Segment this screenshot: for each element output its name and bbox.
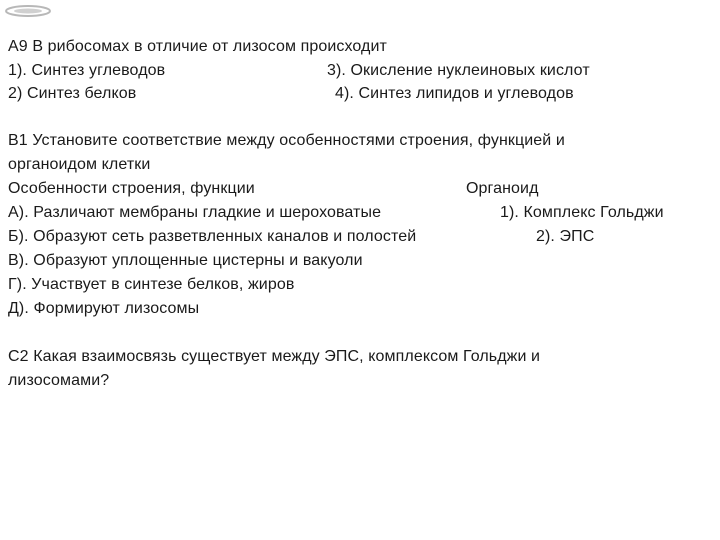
b1-feature-a: А). Различают мембраны гладкие и шероховатые: [8, 204, 382, 221]
b1-feature-b: Б). Образуют сеть разветвленных каналов и полостей: [8, 228, 417, 245]
b1-feature-g: Г). Участвует в синтезе белков, жиров: [8, 276, 295, 293]
b1-organoid-1: 1). Комплекс Гольджи: [500, 204, 664, 221]
a9-option-4: 4). Синтез липидов и углеводов: [335, 85, 574, 102]
a9-option-2: 2) Синтез белков: [8, 85, 137, 102]
a9-option-1: 1). Синтез углеводов: [8, 62, 166, 79]
b1-col-features-header: Особенности строения, функции: [8, 180, 255, 197]
b1-feature-v: В). Образуют уплощенные цистерны и вакуоли: [8, 252, 363, 269]
a9-question: А9 В рибосомах в отличие от лизосом происходит: [8, 38, 387, 55]
b1-question-line-2: органоидом клетки: [8, 156, 151, 173]
b1-organoid-2: 2). ЭПС: [536, 228, 595, 245]
a9-option-3: 3). Окисление нуклеиновых кислот: [327, 62, 590, 79]
c2-question-line-1: С2 Какая взаимосвязь существует между ЭПС, комплексом Гольджи и: [8, 348, 541, 365]
corner-decoration: [4, 2, 52, 18]
b1-col-organoid-header: Органоид: [466, 180, 539, 197]
b1-feature-d: Д). Формируют лизосомы: [8, 300, 200, 317]
b1-question-line-1: В1 Установите соответствие между особенностями строения, функцией и: [8, 132, 565, 149]
c2-question-line-2: лизосомами?: [8, 372, 110, 389]
